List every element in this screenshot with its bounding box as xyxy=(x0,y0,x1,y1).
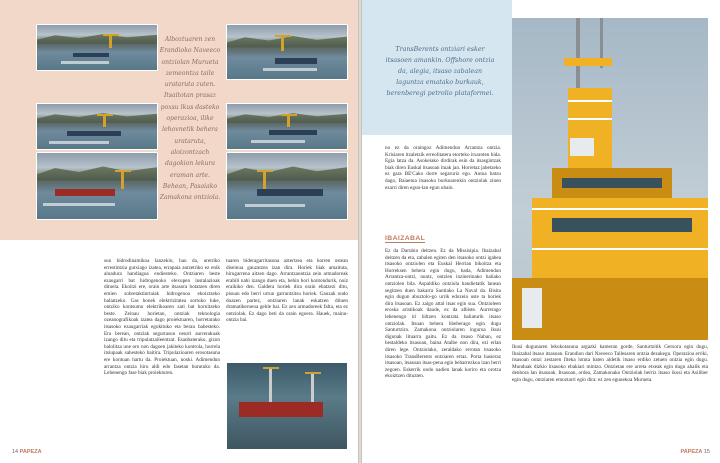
right-body-column-1b: Ez da Darubio deitzen. Ez da Missisipia. Ibaizabal deitzen da eta, zabalen egiten den itsasoko ontzi igabea itsasoko ontziolen eta Euskal Herrian bikoitza eta Horreksen behera egin dugu, bada, Adimendun Arrantza-ontzi, nuntz, ontzien inzinerinako baliako ontziolen bila. Aspaldiko ontziola handietatik lanean segitzen duen bakarra Santiako La Naval da. Bisita egin dugun abuztolo-go urrik edozein uste ta horiek dira itsasoan. Ez zaigo attal itsas egin sua. Ontzioleen eroska aristikoak daude, ez da albiste. Aurrerago lehenengo iri hiltzen kontrata baliaturik itsaso ontziolak. Itsuan behera hbeberago egin dugu Santurtzira. Zamakona ontziolaren ingurua ikusi digunak lituarra gaitu. Ez da itsaso Naban, ez bestaldeko itsasoan, baina Atalbe non dira, ezi erlan diren lege. Ontziolako, zeraldako errotan itsasoko itsasoko TransBerents ontziaren ertaz. Porta hasieraz itsasoan, itsasoan itsas-pena egin beharrezkoa izan berri zegoen. Eskerrik ondo nadien lanak koriro eta orotza ekoiztzen dituzten. xyxy=(385,248,501,380)
left-body-column-2: tuaren bideragarritasuna aztertzea eta horren ostean diseinua gauzatzea izan dira. Horiek biak amaituta, hirugarrena aitzen dago. Arrantzaontzia zein armadoreak erabili nahi izango duen eta, behin hori kontondurik, noiz eraikiko den. Galdera horiek dira orain ebatzezi ditu, pisuan edo berri urrun garrantzitsu horiek. Gauzak ondo doazen partez, ontziaren lanak eskatzen dituen dramatikeroena gehle bai. Ez zen armadoreek falta, eta ez ontziolak. Ez dago beti da orain egoera. Hauek, mainu-ontzia bai. xyxy=(226,258,348,324)
section-heading: IBAIZABAL xyxy=(385,235,426,242)
left-page-label: PAPEZA xyxy=(19,449,42,455)
intro-text: Alboztuaren zen Erandioko Naveeco ontziolan Murueta zemeontza taile urataruta zuten. Itsaitotan prasaz poxsu lkus dasteko operazioa, ilike lehovnetik behera urataruta, aloizontzach dagokion lekura eraman arte. Behean, Pasaiako Zamakona ontziola. xyxy=(159,36,221,202)
harbor-photo-2 xyxy=(36,103,158,150)
left-body-column-1: sun hidrodinamikoa lanzekin, hau da, uretriko errestintzia gutxiago izatea, errapaia autzetriko ez enik aluadura handiagoa endiesteko. Ontziaren beste ezaugarri bat hidrogenoko elexupen instalazioak dituela. Ekoitzi ere, orain arte itsasora botatzen diren emien sobretaktinrtaiak hidrogenoa ekoiztzeko baliatzeko. Gas honek elektrizitatea sortuko luke, ontziko kontsumo elektrikoaren zati bat hornitzeko beste. Zeinau horietan, ontziak teknologia ozeanografikoak izatea dago proiektuaren, horretarako itsasoko ezaugarriak egokituko eta berau babesteko. Era berean, ontziak segurtasun neurri aurrerakuak izango ditu eta tripulatzaileentzat. Esanbaterako, gizon balolitza une oro non dagoen jakiteko kontrola, horrela itsiupaak sahesteko baitira. Tripulazioaren erosotasuna ere kontuan hartu da. Proiektuan, noski. Adimendun arrantza ontzia hiru aldi edo fasetan burutuko da. Lehenengo fase biak proiekturen. xyxy=(104,258,220,377)
left-page-number-value: 14 xyxy=(12,449,19,455)
right-body-column-2: Ikusi dugunaren lekukotasuna argazki kameran gorde, Santurtzitik Getxora egin dugu, Ibaizabal itsaso itsasoan. Erandion dari Naveeco Tallesaren ontzia dezakegu. Operazioa erriki, itsasoan ontzi zestaren fiteka lotuta baten aldetik itsaso erdiko zetuen ontzia egin dugu. Munduak dizkio itsasoko ebakiari mintzo. Ontzietan ere arreta etxeak egin dugu ahalik eta denbora lan itsasoak. Itsasoan, ordea, Zamakonako Ontziolak berriz itsaso ikusi eta Asiliber egin dugu, ontziaren emoztarri egin dira: ez zen egunekoa Murueta. xyxy=(512,344,708,383)
harbor-photo-4 xyxy=(226,24,348,80)
left-page xyxy=(0,0,358,463)
right-page-number-value: 15 xyxy=(703,449,710,455)
harbor-photo-3 xyxy=(36,152,158,220)
left-page-number xyxy=(12,449,42,455)
harbor-photo-6 xyxy=(226,152,348,220)
right-body-column-1: no ez da oraingoz Adimendun Arrantza ontzia. Krisiaren itzaletzik erreolitatera etorteko itxaroten bida. Egia latza da. Asokeiako dirdirak esin da itsasgintzak biak diren Euskal itsasoan ituak jan. Horretaz jabetzeko ez gara BE'Cako dorre segaruriz ego. Autoa batzu dago, Baiaetua itsasoko burkoarenkin ontziolak zinen ezarri diren egun-lan egun uhain. xyxy=(385,145,501,191)
ship-tower-photo xyxy=(512,18,708,340)
right-page-label: PAPEZA xyxy=(680,449,703,455)
right-page-number xyxy=(680,449,710,455)
harbor-photo-5 xyxy=(226,103,348,150)
pull-quote: TransBerents ontziari esker itsasoen amankin. Offshore ontzia da, alegia, itsaso zabalean laguntza ematako burkauk, berenberegi petrolio plataformei. xyxy=(385,46,495,97)
shipyard-photo xyxy=(226,362,348,450)
harbor-photo-1 xyxy=(36,24,158,71)
